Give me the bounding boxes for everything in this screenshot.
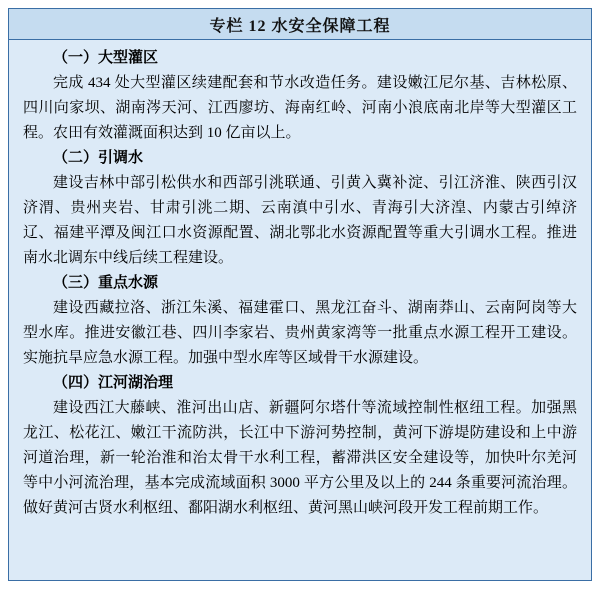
section-heading-3: （三）重点水源	[53, 275, 159, 291]
callout-title-bar	[9, 9, 591, 40]
section-heading-4: （四）江河湖治理	[53, 375, 174, 391]
section-body-2: 建设吉林中部引松供水和西部引洮联通、引黄入冀补淀、引江济淮、陕西引汉济渭、贵州夹岩、甘肃引洮二期、云南滇中引水、青海引大济湟、内蒙古引绰济辽、福建平潭及闽江口水资源配置、湖北鄂北水资源配置等重大引调水工程。推进南水北调东中线后续工程建设。	[23, 175, 577, 266]
callout-content	[9, 40, 591, 529]
callout-title: 专栏 12 水安全保障工程	[209, 17, 391, 35]
section-body-1: 完成 434 处大型灌区续建配套和节水改造任务。建设嫩江尼尔基、吉林松原、四川向家坝、湖南涔天河、江西廖坊、海南红岭、河南小浪底南北岸等大型灌区工程。农田有效灌溉面积达到 10 亿亩以上。	[23, 75, 577, 141]
section-heading-1: （一）大型灌区	[53, 50, 159, 66]
section-body-4: 建设西江大藤峡、淮河出山店、新疆阿尔塔什等流域控制性枢纽工程。加强黑龙江、松花江、嫩江干流防洪，长江中下游河势控制，黄河下游堤防建设和上中游河道治理，新一轮治淮和治太骨干水利工程，蓄滞洪区安全建设等，加快叶尔羌河等中小河流治理，基本完成流域面积 3000 平方公里及以上的 244 条重要河流治理。做好黄河古贤水利枢纽、鄱阳湖水利枢纽、黄河黑山峡河段开发工程前期工作。	[23, 400, 577, 516]
callout-box	[8, 8, 592, 581]
section-heading-2: （二）引调水	[53, 150, 144, 166]
section-body-3: 建设西藏拉洛、浙江朱溪、福建霍口、黑龙江奋斗、湖南莽山、云南阿岗等大型水库。推进安徽江巷、四川李家岩、贵州黄家湾等一批重点水源工程开工建设。实施抗旱应急水源工程。加强中型水库等区域骨干水源建设。	[23, 300, 577, 366]
